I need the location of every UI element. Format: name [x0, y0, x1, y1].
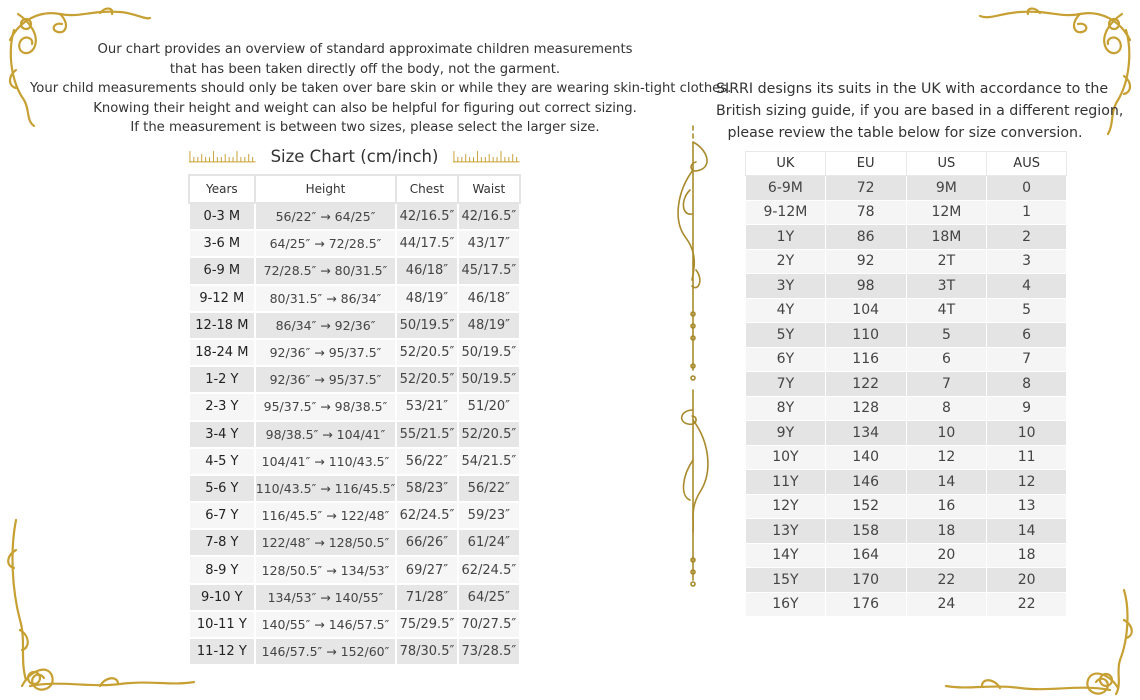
conversion-intro-text — [716, 78, 1124, 144]
cell-aus: 1 — [987, 200, 1067, 225]
cell-chest: 75/29.5″ — [396, 611, 457, 638]
cell-aus: 4 — [987, 274, 1067, 299]
table-row — [189, 502, 520, 529]
table-header-row — [746, 152, 1067, 176]
cell-uk: 15Y — [746, 568, 826, 593]
cell-years: 3-6 M — [189, 230, 255, 257]
cell-eu: 140 — [825, 445, 906, 470]
cell-aus: 10 — [987, 421, 1067, 446]
cell-height: 146/57.5″ → 152/60″ — [255, 638, 397, 665]
cell-uk: 4Y — [746, 298, 826, 323]
cell-aus: 18 — [987, 543, 1067, 568]
size-chart-title: Size Chart (cm/inch) — [270, 146, 439, 166]
cell-years: 10-11 Y — [189, 611, 255, 638]
center-divider-ornament — [668, 120, 718, 600]
cell-aus: 14 — [987, 519, 1067, 544]
cell-uk: 12Y — [746, 494, 826, 519]
cell-chest: 78/30.5″ — [396, 638, 457, 665]
cell-years: 2-3 Y — [189, 393, 255, 420]
cell-us: 22 — [906, 568, 987, 593]
table-row — [746, 347, 1067, 372]
cell-chest: 69/27″ — [396, 556, 457, 583]
size-conversion-table — [745, 151, 1067, 617]
table-row — [189, 529, 520, 556]
cell-waist: 54/21.5″ — [458, 448, 520, 475]
cell-aus: 9 — [987, 396, 1067, 421]
table-row — [746, 568, 1067, 593]
table-row — [189, 366, 520, 393]
cell-aus: 0 — [987, 176, 1067, 201]
cell-us: 12 — [906, 445, 987, 470]
table-row — [746, 176, 1067, 201]
cell-aus: 12 — [987, 470, 1067, 495]
cell-us: 16 — [906, 494, 987, 519]
table-row — [746, 592, 1067, 617]
cell-eu: 164 — [825, 543, 906, 568]
cell-us: 5 — [906, 323, 987, 348]
cell-chest: 66/26″ — [396, 529, 457, 556]
cell-chest: 56/22″ — [396, 448, 457, 475]
cell-height: 92/36″ → 95/37.5″ — [255, 339, 397, 366]
cell-waist: 56/22″ — [458, 475, 520, 502]
table-row — [746, 396, 1067, 421]
cell-height: 72/28.5″ → 80/31.5″ — [255, 257, 397, 284]
ruler-icon — [188, 149, 257, 163]
cell-us: 8 — [906, 396, 987, 421]
cell-waist: 70/27.5″ — [458, 611, 520, 638]
table-row — [189, 393, 520, 420]
cell-aus: 22 — [987, 592, 1067, 617]
cell-eu: 86 — [825, 225, 906, 250]
table-row — [746, 323, 1067, 348]
cell-eu: 98 — [825, 274, 906, 299]
cell-uk: 6-9M — [746, 176, 826, 201]
cell-uk: 6Y — [746, 347, 826, 372]
cell-waist: 52/20.5″ — [458, 421, 520, 448]
cell-height: 98/38.5″ → 104/41″ — [255, 421, 397, 448]
conversion-intro-line: SIRRI designs its suits in the UK with accordance to the — [716, 81, 1109, 97]
cell-height: 140/55″ → 146/57.5″ — [255, 611, 397, 638]
cell-years: 18-24 M — [189, 339, 255, 366]
cell-chest: 50/19.5″ — [396, 312, 457, 339]
cell-aus: 6 — [987, 323, 1067, 348]
column-header-chest: Chest — [396, 175, 457, 203]
cell-height: 95/37.5″ → 98/38.5″ — [255, 393, 397, 420]
table-row — [746, 200, 1067, 225]
table-row — [189, 312, 520, 339]
cell-years: 6-7 Y — [189, 502, 255, 529]
cell-aus: 3 — [987, 249, 1067, 274]
table-row — [746, 225, 1067, 250]
cell-waist: 43/17″ — [458, 230, 520, 257]
cell-years: 9-12 M — [189, 285, 255, 312]
cell-height: 104/41″ → 110/43.5″ — [255, 448, 397, 475]
cell-waist: 51/20″ — [458, 393, 520, 420]
table-row — [189, 339, 520, 366]
table-row — [189, 584, 520, 611]
cell-years: 7-8 Y — [189, 529, 255, 556]
cell-chest: 44/17.5″ — [396, 230, 457, 257]
cell-uk: 5Y — [746, 323, 826, 348]
cell-uk: 10Y — [746, 445, 826, 470]
cell-chest: 42/16.5″ — [396, 203, 457, 230]
table-row — [746, 372, 1067, 397]
cell-us: 4T — [906, 298, 987, 323]
table-row — [746, 543, 1067, 568]
cell-uk: 13Y — [746, 519, 826, 544]
table-row — [189, 638, 520, 665]
table-row — [189, 556, 520, 583]
table-row — [746, 470, 1067, 495]
cell-aus: 20 — [987, 568, 1067, 593]
cell-us: 12M — [906, 200, 987, 225]
cell-eu: 170 — [825, 568, 906, 593]
cell-uk: 2Y — [746, 249, 826, 274]
cell-height: 64/25″ → 72/28.5″ — [255, 230, 397, 257]
cell-years: 6-9 M — [189, 257, 255, 284]
cell-us: 7 — [906, 372, 987, 397]
cell-years: 12-18 M — [189, 312, 255, 339]
column-header-eu: EU — [825, 152, 906, 176]
cell-uk: 9Y — [746, 421, 826, 446]
cell-uk: 3Y — [746, 274, 826, 299]
cell-uk: 7Y — [746, 372, 826, 397]
cell-eu: 104 — [825, 298, 906, 323]
cell-chest: 52/20.5″ — [396, 339, 457, 366]
cell-eu: 128 — [825, 396, 906, 421]
cell-aus: 2 — [987, 225, 1067, 250]
column-header-us: US — [906, 152, 987, 176]
column-header-years: Years — [189, 175, 255, 203]
table-header-row — [189, 175, 520, 203]
cell-us: 10 — [906, 421, 987, 446]
cell-waist: 59/23″ — [458, 502, 520, 529]
cell-us: 6 — [906, 347, 987, 372]
cell-chest: 53/21″ — [396, 393, 457, 420]
cell-height: 80/31.5″ → 86/34″ — [255, 285, 397, 312]
table-row — [746, 519, 1067, 544]
table-row — [189, 230, 520, 257]
cell-chest: 48/19″ — [396, 285, 457, 312]
cell-us: 3T — [906, 274, 987, 299]
cell-height: 86/34″ → 92/36″ — [255, 312, 397, 339]
cell-chest: 52/20.5″ — [396, 366, 457, 393]
table-row — [189, 257, 520, 284]
cell-chest: 71/28″ — [396, 584, 457, 611]
cell-years: 8-9 Y — [189, 556, 255, 583]
cell-uk: 1Y — [746, 225, 826, 250]
table-row — [189, 475, 520, 502]
cell-uk: 8Y — [746, 396, 826, 421]
cell-years: 4-5 Y — [189, 448, 255, 475]
cell-eu: 110 — [825, 323, 906, 348]
cell-uk: 11Y — [746, 470, 826, 495]
cell-aus: 13 — [987, 494, 1067, 519]
conversion-intro-line: British sizing guide, if you are based in a different region, — [716, 103, 1124, 119]
cell-waist: 50/19.5″ — [458, 339, 520, 366]
cell-eu: 158 — [825, 519, 906, 544]
cell-years: 11-12 Y — [189, 638, 255, 665]
cell-us: 14 — [906, 470, 987, 495]
table-row — [746, 274, 1067, 299]
cell-uk: 16Y — [746, 592, 826, 617]
cell-waist: 61/24″ — [458, 529, 520, 556]
cell-waist: 50/19.5″ — [458, 366, 520, 393]
table-row — [189, 203, 520, 230]
cell-years: 3-4 Y — [189, 421, 255, 448]
table-row — [189, 611, 520, 638]
cell-us: 20 — [906, 543, 987, 568]
table-row — [189, 285, 520, 312]
corner-flourish-bottom-left — [0, 510, 200, 700]
intro-line: Your child measurements should only be taken over bare skin or while they are wearing skin-tight clothes. — [30, 81, 732, 96]
table-row — [746, 445, 1067, 470]
cell-years: 5-6 Y — [189, 475, 255, 502]
cell-eu: 92 — [825, 249, 906, 274]
intro-line: Knowing their height and weight can also be helpful for figuring out correct sizing. — [93, 100, 637, 116]
cell-eu: 152 — [825, 494, 906, 519]
cell-height: 56/22″ → 64/25″ — [255, 203, 397, 230]
cell-eu: 122 — [825, 372, 906, 397]
cell-eu: 146 — [825, 470, 906, 495]
cell-eu: 176 — [825, 592, 906, 617]
cell-us: 18M — [906, 225, 987, 250]
cell-us: 9M — [906, 176, 987, 201]
cell-chest: 58/23″ — [396, 475, 457, 502]
cell-years: 9-10 Y — [189, 584, 255, 611]
cell-waist: 45/17.5″ — [458, 257, 520, 284]
cell-us: 24 — [906, 592, 987, 617]
cell-height: 122/48″ → 128/50.5″ — [255, 529, 397, 556]
intro-line: Our chart provides an overview of standard approximate children measurements — [97, 42, 633, 57]
cell-eu: 134 — [825, 421, 906, 446]
cell-us: 2T — [906, 249, 987, 274]
table-row — [746, 298, 1067, 323]
cell-height: 134/53″ → 140/55″ — [255, 584, 397, 611]
cell-eu: 72 — [825, 176, 906, 201]
cell-waist: 42/16.5″ — [458, 203, 520, 230]
cell-height: 116/45.5″ → 122/48″ — [255, 502, 397, 529]
size-chart-table — [188, 174, 521, 666]
cell-aus: 7 — [987, 347, 1067, 372]
cell-waist: 48/19″ — [458, 312, 520, 339]
ruler-icon — [452, 149, 521, 163]
cell-chest: 46/18″ — [396, 257, 457, 284]
cell-height: 128/50.5″ → 134/53″ — [255, 556, 397, 583]
column-header-height: Height — [255, 175, 397, 203]
cell-waist: 64/25″ — [458, 584, 520, 611]
table-row — [746, 421, 1067, 446]
cell-eu: 78 — [825, 200, 906, 225]
cell-aus: 5 — [987, 298, 1067, 323]
cell-uk: 9-12M — [746, 200, 826, 225]
cell-chest: 55/21.5″ — [396, 421, 457, 448]
cell-years: 1-2 Y — [189, 366, 255, 393]
cell-height: 92/36″ → 95/37.5″ — [255, 366, 397, 393]
table-row — [746, 249, 1067, 274]
cell-uk: 14Y — [746, 543, 826, 568]
intro-line: that has been taken directly off the body, not the garment. — [169, 61, 561, 77]
cell-height: 110/43.5″ → 116/45.5″ — [255, 475, 397, 502]
cell-aus: 11 — [987, 445, 1067, 470]
cell-aus: 8 — [987, 372, 1067, 397]
intro-text — [30, 40, 732, 138]
cell-chest: 62/24.5″ — [396, 502, 457, 529]
column-header-uk: UK — [746, 152, 826, 176]
table-row — [746, 494, 1067, 519]
cell-waist: 73/28.5″ — [458, 638, 520, 665]
conversion-intro-line: please review the table below for size conversion. — [727, 125, 1083, 141]
cell-us: 18 — [906, 519, 987, 544]
cell-eu: 116 — [825, 347, 906, 372]
column-header-waist: Waist — [458, 175, 520, 203]
cell-waist: 46/18″ — [458, 285, 520, 312]
size-chart-title-row — [188, 143, 521, 169]
intro-line: If the measurement is between two sizes, please select the larger size. — [130, 120, 600, 135]
table-row — [189, 448, 520, 475]
cell-waist: 62/24.5″ — [458, 556, 520, 583]
cell-years: 0-3 M — [189, 203, 255, 230]
table-row — [189, 421, 520, 448]
column-header-aus: AUS — [987, 152, 1067, 176]
